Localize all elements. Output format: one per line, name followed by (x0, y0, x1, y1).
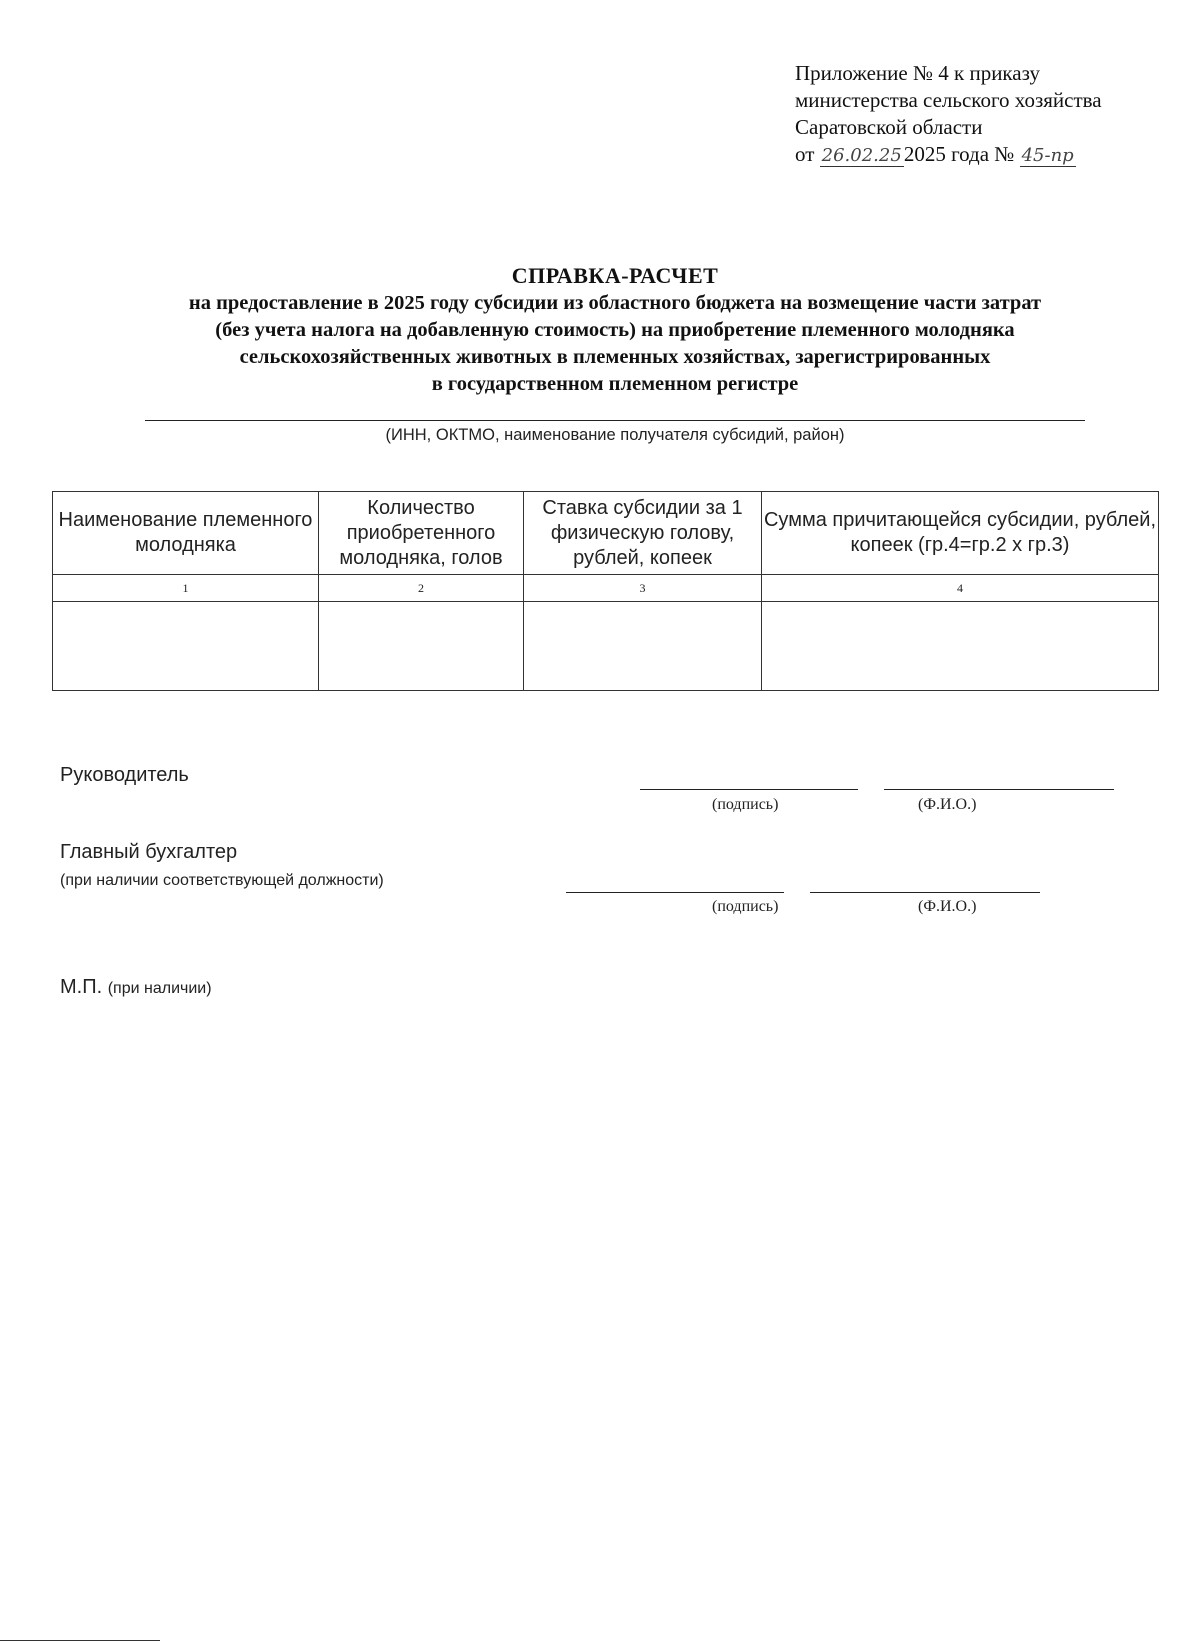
handwritten-date: 26.02.25 (821, 145, 902, 166)
document-title: СПРАВКА-РАСЧЕТ (511, 263, 719, 288)
chief-signature-caption: (подпись) (712, 898, 779, 915)
column-number: 3 (524, 575, 762, 602)
appendix-date-line (795, 141, 1175, 168)
column-header-amount: Сумма причитающейся субсидии, рублей, копеек (гр.4=гр.2 х гр.3) (762, 492, 1159, 575)
appendix-line-2: министерства сельского хозяйства (795, 88, 1102, 112)
calculation-table (52, 491, 1159, 691)
head-name-line (884, 789, 1114, 790)
table-cell (762, 602, 1159, 691)
chief-name-caption: (Ф.И.О.) (918, 898, 977, 915)
appendix-line-1: Приложение № 4 к приказу (795, 61, 1040, 85)
date-prefix: от (795, 142, 815, 166)
table-header-row (53, 492, 1159, 575)
title-line-2: (без учета налога на добавленную стоимость) на приобретение племенного молодняка (215, 319, 1015, 341)
chief-name-line (810, 892, 1040, 893)
handwritten-order-number: 45-пр (1021, 145, 1074, 166)
table-row (53, 602, 1159, 691)
recipient-fill-line (145, 420, 1085, 421)
column-number-row (53, 575, 1159, 602)
table-cell (524, 602, 762, 691)
seal-label: М.П. (60, 976, 103, 998)
head-signature-line (640, 789, 858, 790)
column-number: 4 (762, 575, 1159, 602)
column-number: 2 (319, 575, 524, 602)
column-number: 1 (53, 575, 319, 602)
page-edge-line (0, 1640, 160, 1641)
head-signature-caption: (подпись) (712, 796, 779, 813)
table-cell (53, 602, 319, 691)
column-header-rate: Ставка субсидии за 1 физическую голову, рублей, копеек (524, 492, 762, 575)
seal-note: (при наличии) (107, 980, 212, 997)
column-header-name: Наименование племенного молодняка (53, 492, 319, 575)
chief-accountant-label: Главный бухгалтер (60, 841, 238, 863)
chief-accountant-note: (при наличии соответствующей должности) (60, 872, 384, 889)
document-title-block (60, 262, 1170, 398)
date-year-number-label: 2025 года № (903, 142, 1015, 166)
title-line-4: в государственном племенном регистре (431, 373, 799, 395)
head-label: Руководитель (60, 764, 189, 786)
recipient-caption: (ИНН, ОКТМО, наименование получателя субсидий, район) (385, 426, 845, 444)
title-line-1: на предоставление в 2025 году субсидии из областного бюджета на возмещение части затрат (188, 292, 1042, 314)
chief-signature-line (566, 892, 784, 893)
column-header-quantity: Количество приобретенного молодняка, голов (319, 492, 524, 575)
appendix-reference (795, 60, 1175, 168)
title-line-3: сельскохозяйственных животных в племенных хозяйствах, зарегистрированных (239, 346, 991, 368)
head-name-caption: (Ф.И.О.) (918, 796, 977, 813)
table-cell (319, 602, 524, 691)
appendix-line-3: Саратовской области (795, 115, 983, 139)
seal-mark (60, 976, 212, 999)
